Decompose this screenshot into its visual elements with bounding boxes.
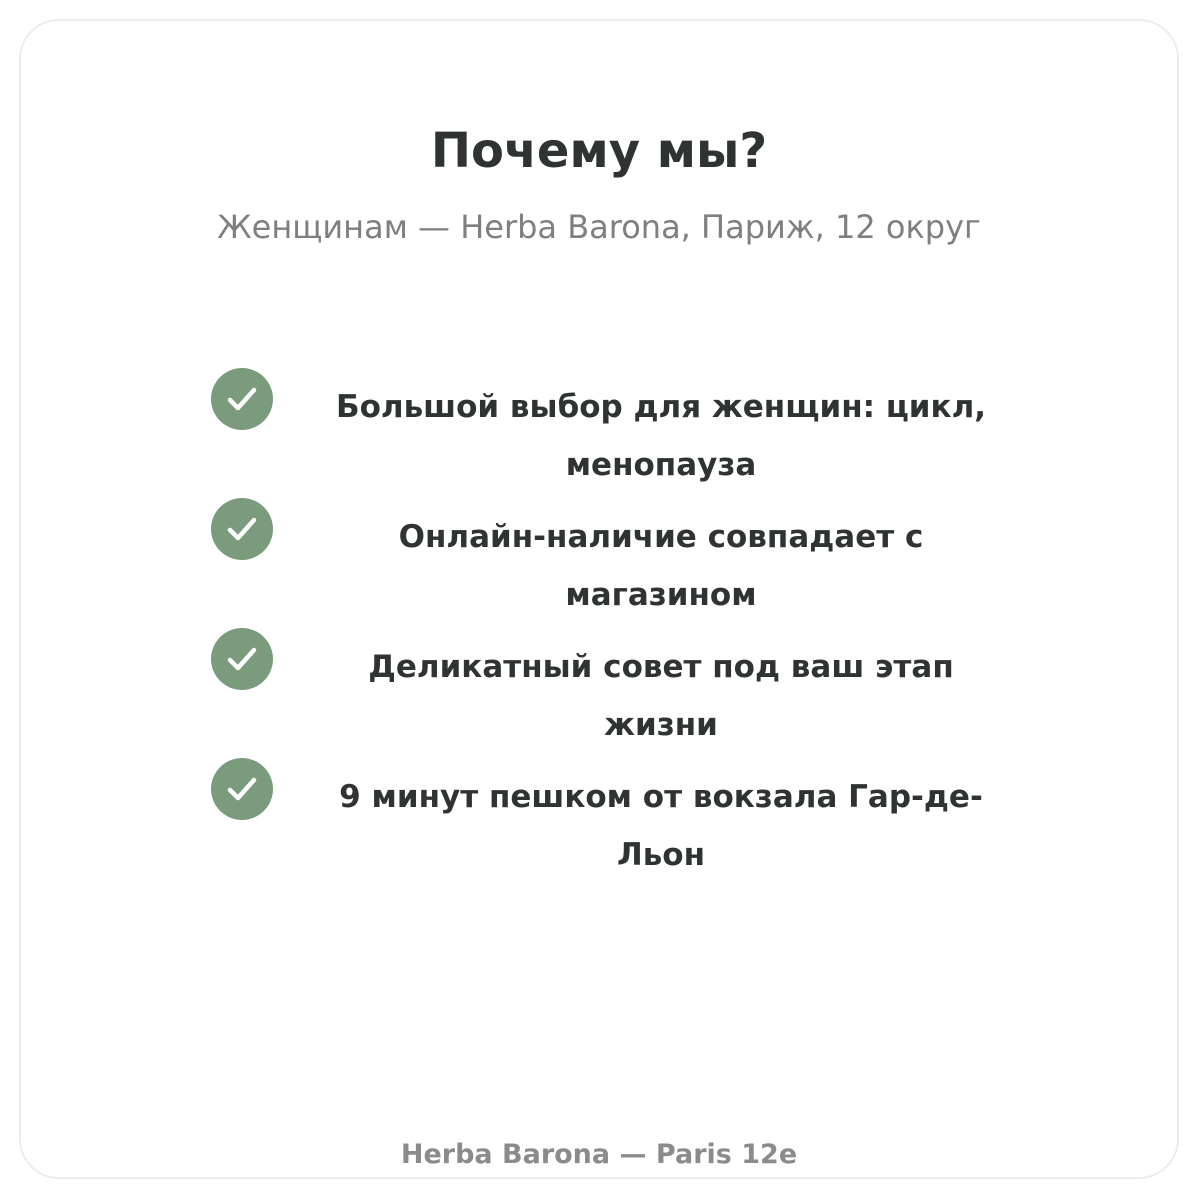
feature-item <box>211 758 1011 878</box>
feature-item <box>211 368 1011 488</box>
feature-text: Большой выбор для женщин: цикл, менопауза <box>335 389 987 483</box>
feature-text: Онлайн-наличие совпадает с магазином <box>398 519 924 613</box>
feature-text: Деликатный совет под ваш этап жизни <box>368 649 954 743</box>
footer-brand: Herba Barona — Paris 12e <box>400 1139 798 1170</box>
page-subtitle: Женщинам — Herba Barona, Париж, 12 округ <box>217 208 981 246</box>
page-title: Почему мы? <box>430 123 768 179</box>
check-icon <box>211 758 273 820</box>
feature-list <box>21 21 1177 1177</box>
card <box>19 19 1179 1179</box>
check-icon <box>211 628 273 690</box>
feature-text: 9 минут пешком от вокзала Гар-де-Льон <box>339 779 983 873</box>
feature-item <box>211 628 1011 748</box>
check-icon <box>211 368 273 430</box>
feature-item <box>211 498 1011 618</box>
check-icon <box>211 498 273 560</box>
